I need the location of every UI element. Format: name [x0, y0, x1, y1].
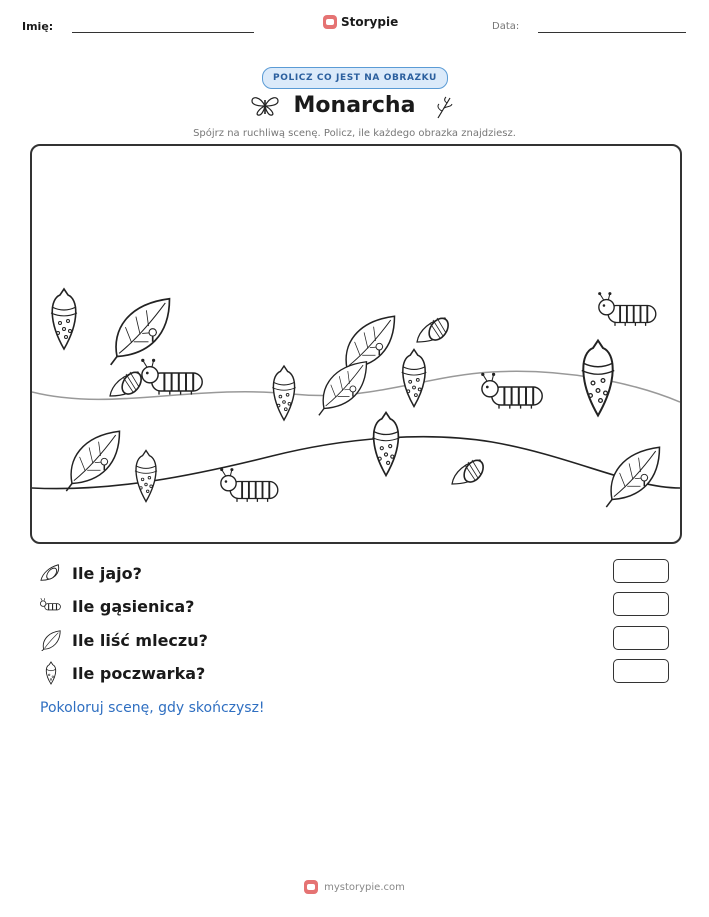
question-caterpillar: [40, 594, 194, 618]
scene-drawing: [32, 146, 680, 542]
brand-logo: [323, 15, 398, 29]
question-chrysalis: [40, 661, 205, 685]
question-text: Ile poczwarka?: [72, 663, 206, 683]
question-leaf: [40, 628, 208, 652]
question-egg: [40, 561, 142, 585]
name-line[interactable]: [72, 32, 254, 33]
answer-box-chrysalis[interactable]: [613, 659, 669, 683]
question-text: Ile gąsienica?: [72, 596, 195, 616]
date-line[interactable]: [538, 32, 686, 33]
answer-box-egg[interactable]: [613, 559, 669, 583]
storypie-logo-icon: [323, 15, 337, 29]
question-text: Ile liść mleczu?: [72, 630, 208, 650]
caterpillar-icon: [40, 595, 62, 617]
site-footer: [0, 880, 709, 894]
answer-box-leaf[interactable]: [613, 626, 669, 650]
count-badge: POLICZ CO JEST NA OBRAZKU: [262, 67, 448, 89]
date-label: Data:: [492, 21, 520, 32]
page-title: Monarcha: [293, 93, 416, 118]
brand-name: Storypie: [341, 15, 399, 29]
question-text: Ile jajo?: [72, 563, 142, 583]
storypie-logo-icon: [304, 880, 318, 894]
answer-box-caterpillar[interactable]: [613, 592, 669, 616]
milkweed-sprig-icon: [434, 94, 456, 120]
coloring-instruction: Pokoloruj scenę, gdy skończysz!: [40, 700, 265, 716]
name-label: Imię:: [22, 20, 54, 33]
site-url[interactable]: mystorypie.com: [324, 881, 405, 893]
chrysalis-icon: [40, 661, 62, 685]
instructions: Spójrz na ruchliwą scenę. Policz, ile każdego obrazka znajdziesz.: [193, 128, 516, 139]
leaf-icon: [40, 629, 62, 651]
coloring-scene[interactable]: [30, 144, 682, 544]
egg-icon: [40, 562, 62, 584]
